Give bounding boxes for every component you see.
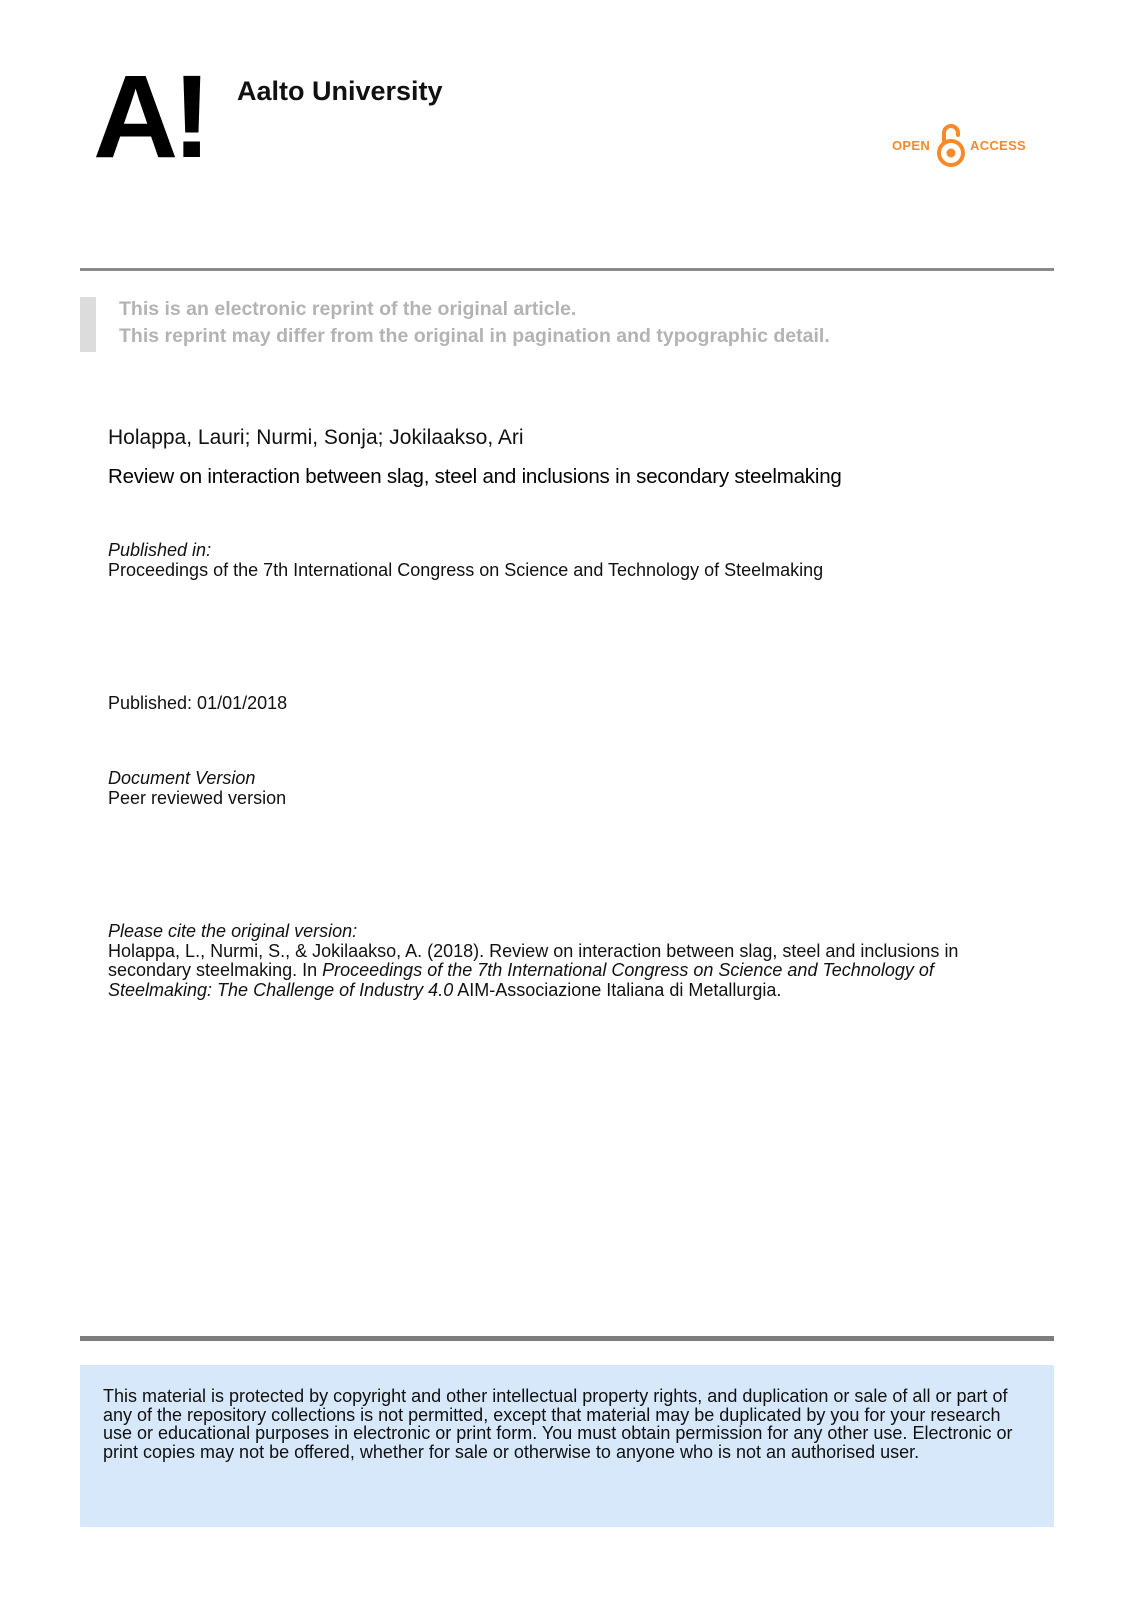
citation-text bbox=[108, 942, 1038, 1001]
open-lock-icon bbox=[936, 121, 966, 169]
footer-divider bbox=[80, 1336, 1054, 1341]
reprint-notice-bar bbox=[80, 297, 96, 352]
citation-publisher: AIM-Associazione Italiana di Metallurgia. bbox=[457, 979, 782, 1000]
reprint-notice-line-1: This is an electronic reprint of the original article. bbox=[119, 298, 577, 320]
document-version-label: Document Version bbox=[108, 768, 256, 788]
document-version-value: Peer reviewed version bbox=[108, 788, 287, 808]
document-version-section bbox=[108, 768, 1038, 808]
published-date: Published: 01/01/2018 bbox=[108, 693, 288, 713]
header-divider bbox=[80, 268, 1054, 271]
copyright-notice-text: This material is protected by copyright and other intellectual property rights, and duplication or sale of all or part of any of the repository collections is not permitted, except that material may be duplicated by you for your research use or educational purposes in electronic or print form. You must obtain permission for any other use. Electronic or print copies may not be offered, whether for sale or otherwise to anyone who is not an authorised user. bbox=[103, 1386, 1013, 1462]
open-access-label-right: ACCESS bbox=[970, 137, 1027, 153]
university-name: Aalto University bbox=[237, 76, 443, 106]
citation-label: Please cite the original version: bbox=[108, 921, 358, 941]
citation-section bbox=[108, 922, 1038, 1000]
reprint-notice-line-2: This reprint may differ from the original in pagination and typographic detail. bbox=[119, 325, 830, 347]
citation-text-plain: Holappa, L., Nurmi, S., & Jokilaakso, A. (2018). Review on interaction between slag, steel and inclusions in secondary steelmaking. In bbox=[108, 940, 959, 980]
reprint-notice bbox=[119, 296, 1019, 350]
aalto-logo-mark: A! bbox=[93, 51, 206, 183]
article-title: Review on interaction between slag, steel and inclusions in secondary steelmaking bbox=[108, 465, 842, 488]
article-authors: Holappa, Lauri; Nurmi, Sonja; Jokilaakso, Ari bbox=[108, 426, 524, 449]
published-in-value: Proceedings of the 7th International Congress on Science and Technology of Steelmaking bbox=[108, 560, 824, 580]
open-access-label-left: OPEN bbox=[892, 137, 931, 153]
published-in-label: Published in: bbox=[108, 540, 212, 560]
published-in-section bbox=[108, 540, 1038, 580]
citation-proceedings-title: Proceedings of the 7th International Congress on Science and Technology of Steelmaking: The Challenge of Industry 4.0 bbox=[108, 960, 934, 1000]
open-access-badge bbox=[892, 121, 1026, 169]
